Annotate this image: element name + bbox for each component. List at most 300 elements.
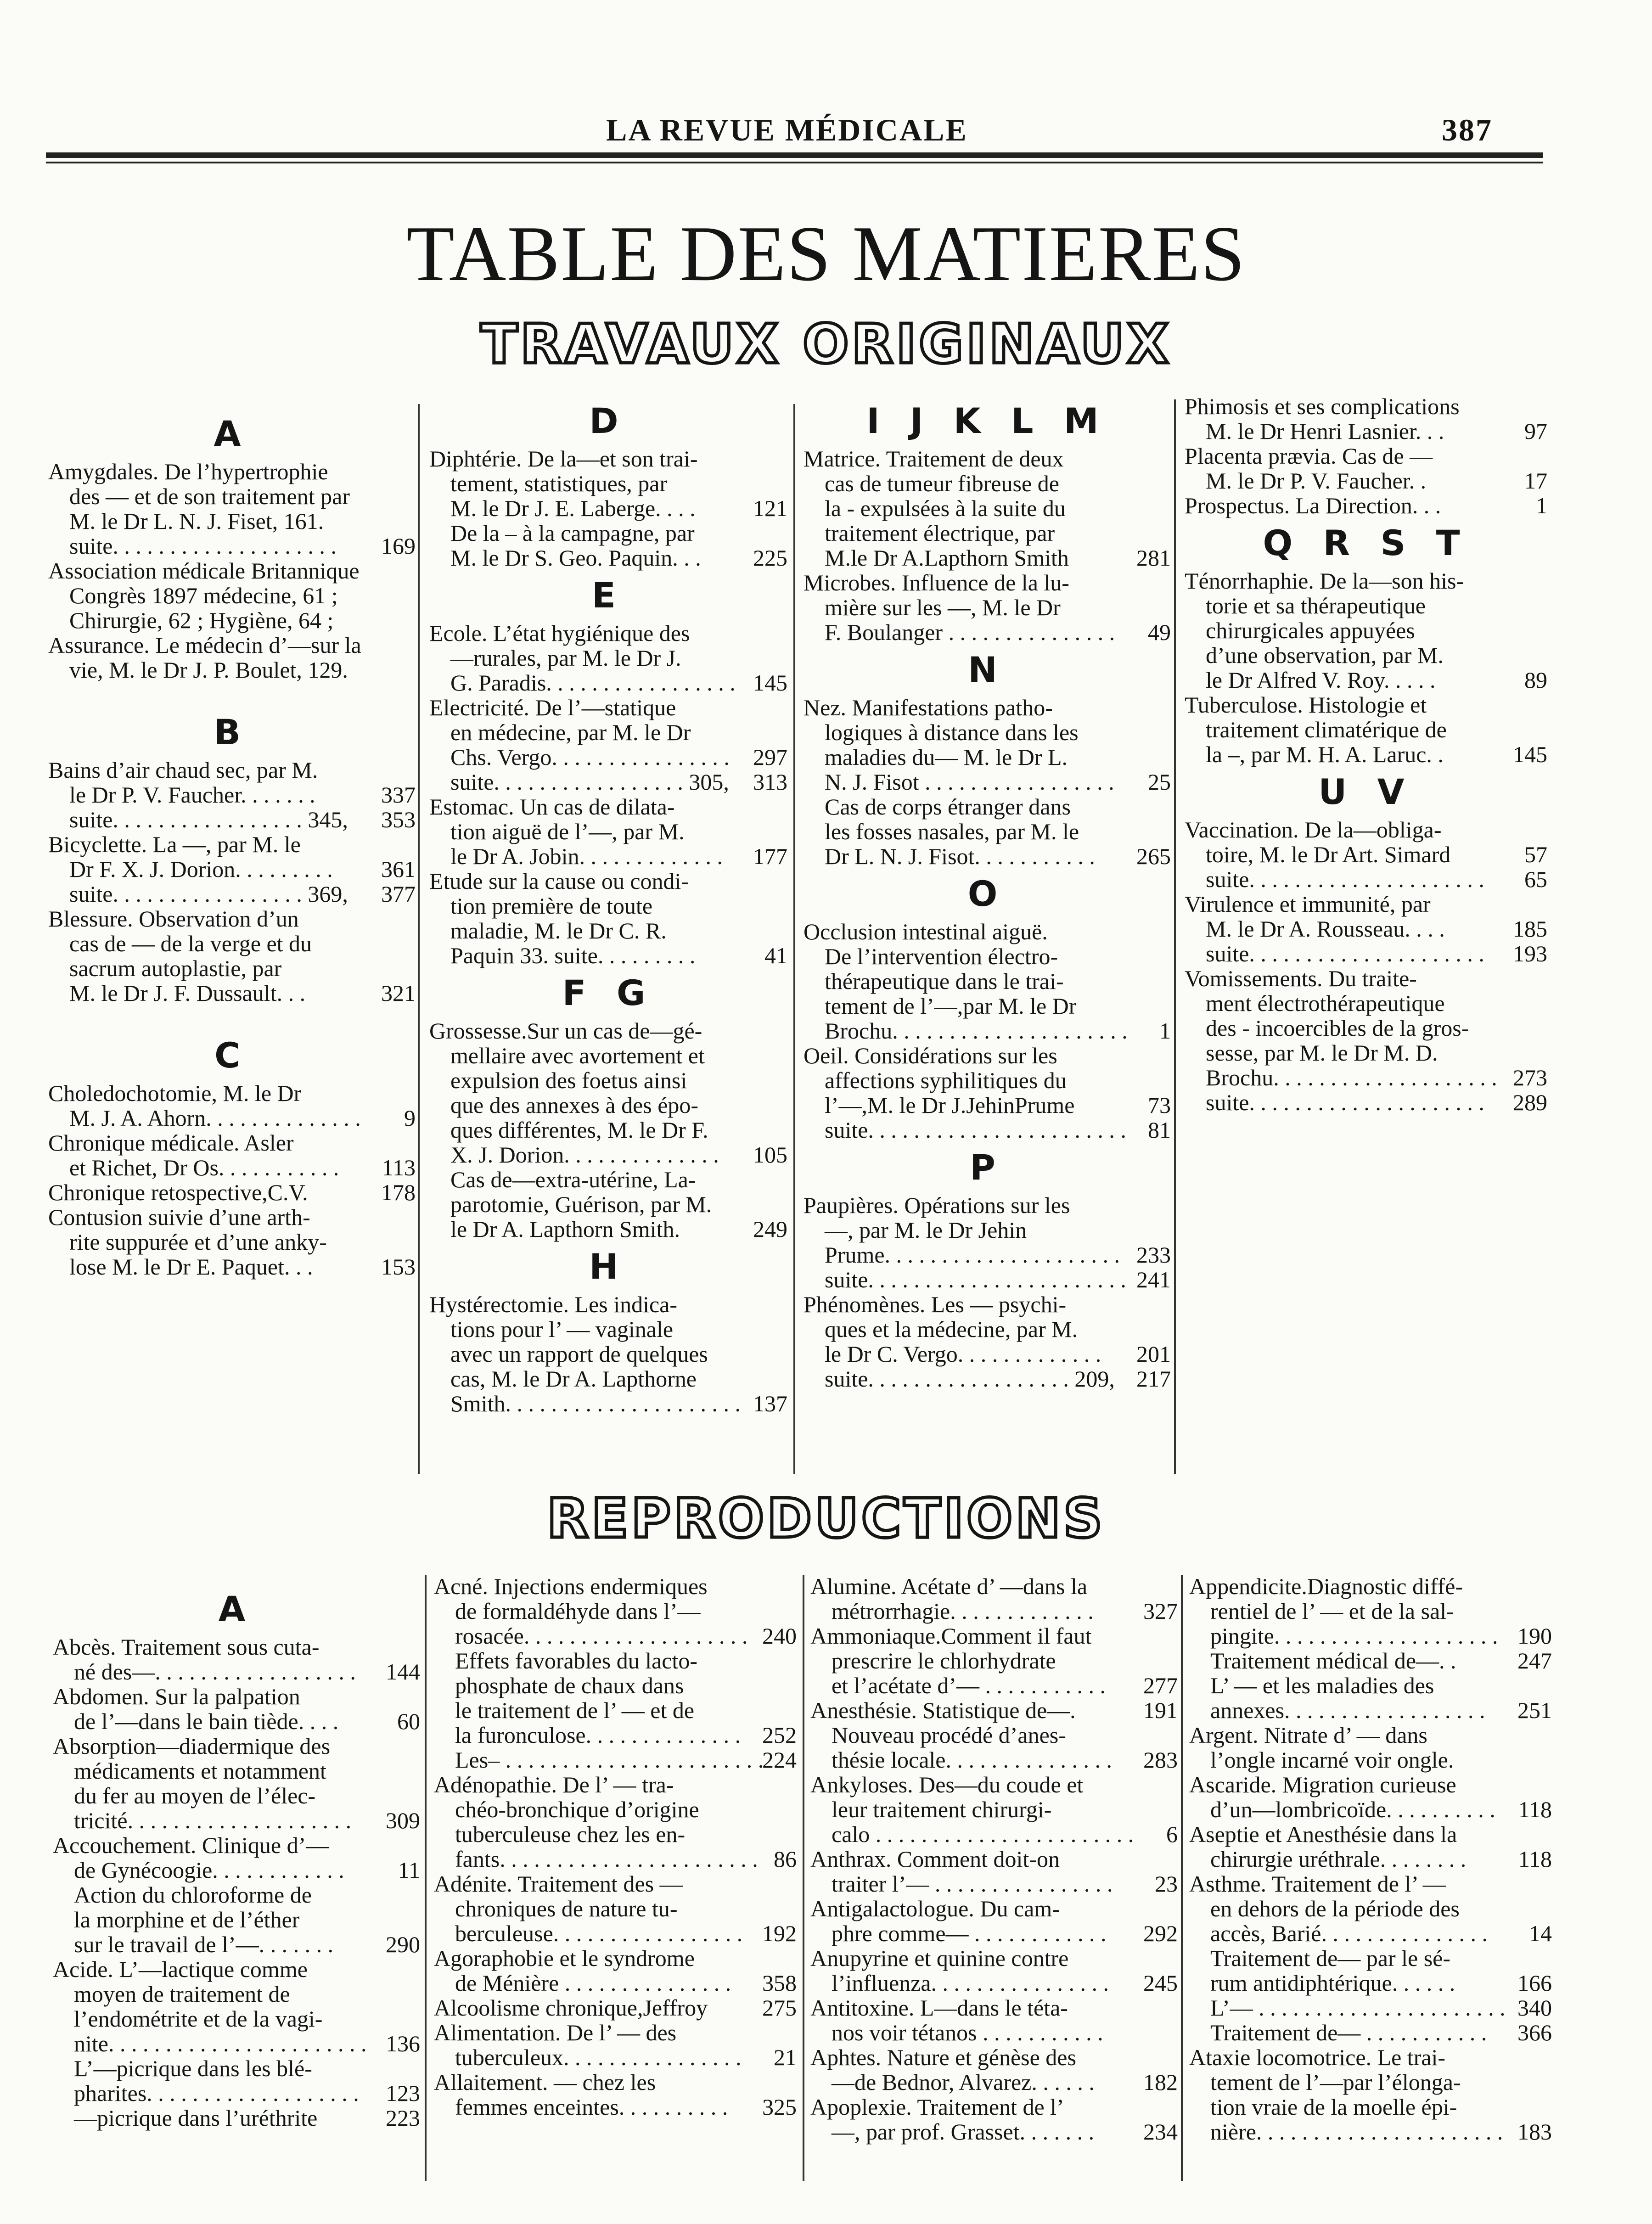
entry-text: traiter l’— . . . . . . . . . . . . . . . .: [832, 1871, 1113, 1897]
entry-text: suite. . . . . . . . . . . . . . . . . 305,: [450, 769, 729, 795]
entry-text: tions pour l’ — vaginale: [450, 1316, 674, 1342]
index-entry-line: [804, 769, 1171, 794]
index-entry-line: [1185, 742, 1547, 767]
page-reference: 182: [1143, 2069, 1178, 2095]
entry-text: annexes. . . . . . . . . . . . . . . . . .: [1210, 1697, 1485, 1723]
index-entry-line: [1189, 1673, 1552, 1698]
index-entry-line: [429, 446, 787, 471]
page-reference: 123: [386, 2080, 420, 2106]
entry-text: suite. . . . . . . . . . . . . . . . . . . .: [69, 533, 337, 559]
page-reference: 1: [1159, 1018, 1171, 1044]
entry-text: Microbes. Influence de la lu-: [804, 570, 1069, 595]
index-entry-line: [1185, 867, 1547, 892]
page-reference: 145: [1513, 741, 1547, 767]
entry-text: le Dr Alfred V. Roy. . . . .: [1206, 667, 1436, 693]
index-entry-line: [810, 1772, 1178, 1797]
page-reference: 177: [753, 843, 787, 869]
index-entry-line: [1185, 1040, 1547, 1065]
page-reference: 233: [1136, 1242, 1171, 1268]
entry-text: la furonculose. . . . . . . . . . . . . .: [455, 1722, 741, 1748]
index-entry-line: [429, 1292, 787, 1317]
page-reference: 277: [1143, 1673, 1178, 1698]
index-entry-line: [53, 2106, 420, 2130]
index-entry-line: [804, 620, 1171, 645]
entry-text: parotomie, Guérison, par M.: [450, 1191, 712, 1217]
index-letter-heading: H: [589, 1246, 628, 1287]
entry-text: rosacée. . . . . . . . . . . . . . . . . . . .: [455, 1623, 748, 1649]
index-letter-heading: U V: [1318, 771, 1414, 812]
entry-text: Anthrax. Comment doit-on: [810, 1846, 1060, 1872]
index-entry-line: [804, 1068, 1171, 1093]
entry-text: Placenta prævia. Cas de —: [1185, 443, 1433, 469]
reproductions-column-3: [810, 1574, 1178, 2144]
entry-text: suite. . . . . . . . . . . . . . . . . . 209,: [825, 1366, 1115, 1392]
index-entry-line: [804, 1018, 1171, 1043]
index-entry-line: [804, 1118, 1171, 1142]
index-entry-line: [434, 1797, 797, 1822]
index-entry-line: [429, 1093, 787, 1118]
index-letter-heading: D: [589, 400, 628, 441]
entry-text: F. Boulanger . . . . . . . . . . . . . . .: [825, 619, 1115, 645]
page-reference: 190: [1517, 1623, 1552, 1649]
index-entry-line: [1185, 1065, 1547, 1090]
page-reference: 41: [764, 943, 787, 968]
entry-text: Nez. Manifestations patho-: [804, 695, 1053, 720]
entry-text: cas de — de la verge et du: [69, 931, 312, 956]
entry-text: cas, M. le Dr A. Lapthorne: [450, 1366, 697, 1392]
entry-text: Ascaride. Migration curieuse: [1189, 1772, 1456, 1797]
index-entry-line: [48, 758, 416, 782]
index-entry-line: [810, 2095, 1178, 2119]
entry-text: l’ongle incarné voir ongle.: [1210, 1747, 1454, 1773]
index-entry-line: [1189, 1772, 1552, 1797]
index-entry-line: [429, 1342, 787, 1366]
entry-text: Nouveau procédé d’anes-: [832, 1722, 1066, 1748]
index-entry-line: [1185, 1090, 1547, 1115]
index-entry-line: [429, 545, 787, 570]
index-entry-line: [810, 2119, 1178, 2144]
entry-text: du fer au moyen de l’élec-: [74, 1783, 316, 1808]
page-reference: 249: [753, 1216, 787, 1242]
index-entry-line: [429, 844, 787, 869]
index-entry-line: [810, 1574, 1178, 1599]
page-reference: 245: [1143, 1970, 1178, 1996]
entry-text: rentiel de l’ — et de la sal-: [1210, 1598, 1454, 1624]
index-entry-line: [1185, 966, 1547, 991]
reproductions-column-2: [434, 1574, 797, 2119]
index-entry-line: [53, 1684, 420, 1709]
index-entry-line: [1189, 1921, 1552, 1946]
column-divider: [1174, 399, 1176, 1474]
index-entry-line: [53, 1957, 420, 1982]
index-entry-line: [804, 1193, 1171, 1218]
index-entry-line: [429, 943, 787, 968]
entry-text: en dehors de la période des: [1210, 1896, 1460, 1921]
page-reference: 89: [1524, 667, 1547, 693]
page-reference: 377: [381, 881, 416, 907]
index-entry-line: [48, 1180, 416, 1205]
index-entry-line: [810, 1847, 1178, 1871]
index-letter-heading: A: [218, 1589, 255, 1629]
entry-text: M. le Dr P. V. Faucher. .: [1206, 468, 1427, 494]
index-entry-line: [429, 869, 787, 893]
entry-text: M. le Dr J. F. Dussault. . .: [69, 980, 306, 1006]
page-reference: 178: [381, 1179, 416, 1205]
index-entry-line: [810, 1698, 1178, 1723]
page-reference: 265: [1136, 843, 1171, 869]
entry-text: —rurales, par M. le Dr J.: [450, 645, 681, 671]
page-reference: 225: [753, 545, 787, 571]
entry-text: mellaire avec avortement et: [450, 1043, 705, 1068]
page-reference: 240: [762, 1623, 797, 1649]
index-entry-line: [434, 1871, 797, 1896]
page-reference: 185: [1513, 916, 1547, 942]
entry-text: Aseptie et Anesthésie dans la: [1189, 1821, 1457, 1847]
index-entry-line: [434, 1921, 797, 1946]
index-entry-line: [53, 1634, 420, 1659]
index-entry-line: [429, 521, 787, 545]
index-entry-line: [1189, 1599, 1552, 1623]
index-entry-line: [810, 1797, 1178, 1822]
entry-text: Ammoniaque.Comment il faut: [810, 1623, 1092, 1649]
index-entry-line: [48, 1205, 416, 1230]
entry-text: suite. . . . . . . . . . . . . . . . . . . . .: [1206, 866, 1484, 892]
entry-text: —, par prof. Grasset. . . . . . .: [832, 2119, 1095, 2145]
page-reference: 73: [1148, 1092, 1171, 1118]
index-entry-line: [429, 1018, 787, 1043]
index-entry-line: [429, 695, 787, 720]
index-entry-line: [804, 545, 1171, 570]
entry-text: Occlusion intestinal aiguë.: [804, 919, 1048, 944]
index-entry-line: [804, 745, 1171, 769]
page-reference: 201: [1136, 1341, 1171, 1367]
entry-text: Appendicite.Diagnostic diffé-: [1189, 1573, 1463, 1599]
index-entry-line: [48, 1230, 416, 1254]
index-entry-line: [804, 1218, 1171, 1242]
page-reference: 183: [1517, 2119, 1552, 2145]
entry-text: femmes enceintes. . . . . . . . . .: [455, 2094, 728, 2120]
entry-text: M. le Dr S. Geo. Paquin. . .: [450, 545, 701, 571]
index-entry-line: [48, 782, 416, 807]
entry-text: tion aiguë de l’—, par M.: [450, 819, 685, 844]
reproductions-column-1: [53, 1584, 420, 2130]
entry-text: vie, M. le Dr J. P. Boulet, 129.: [69, 657, 348, 683]
index-entry-line: [48, 509, 416, 534]
index-entry-line: [1185, 618, 1547, 643]
index-entry-line: [429, 720, 787, 745]
index-entry-line: [53, 1882, 420, 1907]
index-entry-line: [429, 918, 787, 943]
entry-text: Phimosis et ses complications: [1185, 393, 1460, 419]
entry-text: Adénite. Traitement des —: [434, 1871, 683, 1897]
entry-text: Traitement de— par le sé-: [1210, 1945, 1450, 1971]
index-letter-heading: F G: [562, 972, 655, 1013]
page-reference: 297: [753, 744, 787, 770]
index-entry-line: [1185, 643, 1547, 668]
index-entry-line: [434, 1946, 797, 1971]
entry-text: tricité. . . . . . . . . . . . . . . . . . . .: [74, 1808, 352, 1833]
header-rule-thin: [46, 162, 1543, 163]
index-entry-line: [1185, 991, 1547, 1016]
entry-text: leur traitement chirurgi-: [832, 1797, 1052, 1822]
reproductions-column-4: [1189, 1574, 1552, 2144]
page-reference: 65: [1524, 866, 1547, 892]
index-entry-line: [48, 1130, 416, 1155]
index-entry-line: [48, 633, 416, 657]
index-entry-line: [48, 1254, 416, 1279]
entry-text: la - expulsées à la suite du: [825, 495, 1066, 521]
page-reference: 193: [1513, 941, 1547, 966]
index-entry-line: [1189, 1822, 1552, 1847]
header-rule-thick: [46, 152, 1543, 158]
index-entry-line: [434, 1648, 797, 1673]
index-entry-line: [53, 2081, 420, 2106]
page-reference: 21: [774, 2044, 797, 2070]
index-letter-heading: B: [214, 712, 250, 753]
entry-text: G. Paradis. . . . . . . . . . . . . . . . .: [450, 670, 736, 696]
entry-text: Blessure. Observation d’un: [48, 906, 299, 932]
index-entry-line: [434, 1599, 797, 1623]
index-entry-line: [48, 558, 416, 583]
index-entry-line: [53, 2056, 420, 2081]
entry-text: d’une observation, par M.: [1206, 642, 1444, 668]
page-reference: 118: [1518, 1846, 1552, 1872]
page-reference: 105: [753, 1142, 787, 1168]
entry-text: Acné. Injections endermiques: [434, 1573, 708, 1599]
index-entry-line: [48, 1106, 416, 1130]
page-reference: 137: [753, 1391, 787, 1416]
index-letter-heading: P: [970, 1147, 1005, 1188]
index-entry-line: [804, 720, 1171, 745]
page-reference: 309: [386, 1808, 420, 1833]
entry-text: Brochu. . . . . . . . . . . . . . . . . . . .: [1206, 1065, 1497, 1090]
page-reference: 153: [381, 1254, 416, 1280]
entry-text: traitement électrique, par: [825, 520, 1055, 546]
index-entry-line: [48, 1081, 416, 1106]
page-reference: 6: [1166, 1821, 1178, 1847]
entry-text: phosphate de chaux dans: [455, 1673, 684, 1698]
page-reference: 289: [1513, 1090, 1547, 1115]
index-entry-line: [804, 570, 1171, 595]
index-entry-line: [1185, 394, 1547, 419]
index-entry-line: [429, 893, 787, 918]
entry-text: Amygdales. De l’hypertrophie: [48, 459, 328, 484]
index-letter-heading: C: [214, 1035, 249, 1076]
index-entry-line: [804, 969, 1171, 994]
entry-text: thésie locale. . . . . . . . . . . . . . .: [832, 1747, 1112, 1773]
index-entry-line: [1189, 1723, 1552, 1747]
index-entry-line: [429, 769, 787, 794]
index-entry-line: [1189, 1648, 1552, 1673]
page-reference: 49: [1148, 619, 1171, 645]
index-entry-line: [48, 906, 416, 931]
entry-text: Prume. . . . . . . . . . . . . . . . . . . . .: [825, 1242, 1120, 1268]
entry-text: l’endométrite et de la vagi-: [74, 2006, 323, 2032]
entry-text: nière. . . . . . . . . . . . . . . . . . . . . .: [1210, 2119, 1503, 2145]
entry-text: métrorrhagie. . . . . . . . . . . . .: [832, 1598, 1094, 1624]
page-reference: 121: [753, 495, 787, 521]
entry-text: Choledochotomie, M. le Dr: [48, 1080, 302, 1106]
page-reference: 281: [1136, 545, 1171, 571]
page-reference: 57: [1524, 842, 1547, 867]
index-entry-line: [804, 1342, 1171, 1366]
index-entry-line: [434, 1623, 797, 1648]
entry-text: suite. . . . . . . . . . . . . . . . . . . . .: [1206, 941, 1484, 966]
page-reference: 9: [404, 1105, 416, 1131]
index-entry-line: [53, 1758, 420, 1783]
index-entry-line: [810, 1822, 1178, 1847]
section-heading-travaux: TRAVAUX ORIGINAUX: [480, 312, 1172, 376]
index-entry-line: [429, 1167, 787, 1192]
index-entry-line: [48, 807, 416, 832]
entry-text: Hystérectomie. Les indica-: [429, 1292, 678, 1317]
index-entry-line: [53, 2031, 420, 2056]
index-entry-line: [810, 1971, 1178, 1995]
index-entry-line: [804, 1043, 1171, 1068]
index-entry-line: [434, 1574, 797, 1599]
index-entry-line: [1185, 817, 1547, 842]
entry-text: Alumine. Acétate d’ —dans la: [810, 1573, 1088, 1599]
index-entry-line: [429, 1192, 787, 1217]
entry-text: Vaccination. De la—obliga-: [1185, 817, 1442, 842]
entry-text: Oeil. Considérations sur les: [804, 1043, 1057, 1068]
index-entry-line: [1189, 2119, 1552, 2144]
index-entry-line: [434, 2095, 797, 2119]
entry-text: sesse, par M. le Dr M. D.: [1206, 1040, 1438, 1066]
page-reference: 337: [381, 782, 416, 808]
entry-text: torie et sa thérapeutique: [1206, 593, 1426, 618]
index-entry-line: [810, 1599, 1178, 1623]
index-entry-line: [1189, 2070, 1552, 2095]
entry-text: les fosses nasales, par M. le: [825, 819, 1079, 844]
index-entry-line: [429, 819, 787, 844]
entry-text: rite suppurée et d’une anky-: [69, 1229, 327, 1255]
index-entry-line: [434, 1822, 797, 1847]
entry-text: Ataxie locomotrice. Le trai-: [1189, 2044, 1446, 2070]
entry-text: Chronique retospective,C.V.: [48, 1179, 308, 1205]
entry-text: prescrire le chlorhydrate: [832, 1648, 1056, 1674]
travaux-column-4: [1185, 394, 1547, 1115]
page-reference: 251: [1517, 1697, 1552, 1723]
index-entry-line: [804, 819, 1171, 844]
index-entry-line: [1189, 2045, 1552, 2070]
entry-text: chirurgie uréthrale. . . . . . . .: [1210, 1846, 1467, 1872]
page-reference: 14: [1529, 1921, 1552, 1946]
index-entry-line: [429, 1391, 787, 1416]
column-divider: [793, 404, 795, 1474]
page-reference: 97: [1524, 418, 1547, 444]
entry-text: Contusion suivie d’une arth-: [48, 1204, 310, 1230]
entry-text: la –, par M. H. A. Laruc. .: [1206, 741, 1444, 767]
page-reference: 11: [398, 1857, 420, 1883]
entry-text: Agoraphobie et le syndrome: [434, 1945, 695, 1971]
page-reference: 113: [382, 1155, 416, 1180]
index-entry-line: [53, 1982, 420, 2006]
index-entry-line: [1185, 892, 1547, 916]
entry-text: Grossesse.Sur un cas de—gé-: [429, 1018, 702, 1044]
entry-text: Traitement médical de—. .: [1210, 1648, 1456, 1674]
index-entry-line: [1185, 842, 1547, 867]
index-entry-line: [1189, 2095, 1552, 2119]
index-entry-line: [48, 857, 416, 882]
entry-text: De la – à la campagne, par: [450, 520, 695, 546]
entry-text: —, par M. le Dr Jehin: [825, 1217, 1027, 1243]
page-reference: 136: [386, 2031, 420, 2056]
entry-text: Brochu. . . . . . . . . . . . . . . . . . . . .: [825, 1018, 1128, 1044]
entry-text: et Richet, Dr Os. . . . . . . . . . .: [69, 1155, 339, 1180]
entry-text: cas de tumeur fibreuse de: [825, 471, 1059, 496]
entry-text: X. J. Dorion. . . . . . . . . . . . . .: [450, 1142, 719, 1168]
entry-text: M.le Dr A.Lapthorn Smith: [825, 545, 1069, 571]
index-entry-line: [429, 496, 787, 521]
index-entry-line: [53, 1808, 420, 1833]
entry-text: moyen de traitement de: [74, 1981, 290, 2007]
entry-text: le traitement de l’ — et de: [455, 1697, 695, 1723]
entry-text: suite. . . . . . . . . . . . . . . . . . . . . . .: [825, 1117, 1126, 1143]
index-entry-line: [804, 794, 1171, 819]
entry-text: Accouchement. Clinique d’—: [53, 1832, 329, 1858]
entry-text: L’ — et les maladies des: [1210, 1673, 1434, 1698]
index-entry-line: [434, 1772, 797, 1797]
entry-text: Abcès. Traitement sous cuta-: [53, 1634, 320, 1660]
index-entry-line: [429, 646, 787, 670]
index-entry-line: [810, 1723, 1178, 1747]
index-entry-line: [804, 446, 1171, 471]
index-entry-line: [804, 521, 1171, 545]
index-entry-line: [810, 1648, 1178, 1673]
page-reference: 192: [762, 1921, 797, 1946]
entry-text: pingite. . . . . . . . . . . . . . . . . . . .: [1210, 1623, 1498, 1649]
entry-text: tion vraie de la moelle épi-: [1210, 2094, 1457, 2120]
page-reference: 86: [774, 1846, 797, 1872]
index-entry-line: [429, 1043, 787, 1068]
entry-text: Argent. Nitrate d’ — dans: [1189, 1722, 1427, 1748]
page-reference: 241: [1136, 1267, 1171, 1292]
page-reference: 247: [1517, 1648, 1552, 1674]
entry-text: d’un—lombricoïde. . . . . . . . . .: [1210, 1797, 1495, 1822]
index-entry-line: [53, 1932, 420, 1957]
page-reference: 118: [1518, 1797, 1552, 1822]
index-entry-line: [1185, 916, 1547, 941]
page-reference: 60: [397, 1708, 420, 1734]
index-entry-line: [1189, 1797, 1552, 1822]
entry-text: Paquin 33. suite. . . . . . . . .: [450, 943, 696, 968]
entry-text: Action du chloroforme de: [74, 1882, 312, 1908]
entry-text: avec un rapport de quelques: [450, 1341, 708, 1367]
entry-text: Cas de—extra-utérine, La-: [450, 1167, 696, 1192]
entry-text: tement de l’—par l’élonga-: [1210, 2069, 1461, 2095]
index-entry-line: [804, 1267, 1171, 1292]
index-entry-line: [1185, 1016, 1547, 1040]
travaux-column-3: [804, 396, 1171, 1391]
entry-text: accès, Barié. . . . . . . . . . . . . . .: [1210, 1921, 1488, 1946]
entry-text: chroniques de nature tu-: [455, 1896, 678, 1921]
index-entry-line: [429, 1142, 787, 1167]
index-entry-line: [53, 1734, 420, 1758]
section-heading-reproductions: REPRODUCTIONS: [547, 1487, 1105, 1550]
page-reference: 224: [762, 1747, 797, 1773]
page-reference: 217: [1136, 1366, 1171, 1392]
index-entry-line: [53, 2006, 420, 2031]
index-entry-line: [434, 1847, 797, 1871]
entry-text: des - incoercibles de la gros-: [1206, 1015, 1469, 1041]
entry-text: Les– . . . . . . . . . . . . . . . . . . . . . . .: [455, 1747, 764, 1773]
entry-text: de Ménière . . . . . . . . . . . . . . .: [455, 1970, 731, 1996]
entry-text: tement, statistiques, par: [450, 471, 668, 496]
entry-text: l’—,M. le Dr J.JehinPrume: [825, 1092, 1075, 1118]
index-entry-line: [1185, 941, 1547, 966]
entry-text: Vomissements. Du traite-: [1185, 966, 1417, 991]
